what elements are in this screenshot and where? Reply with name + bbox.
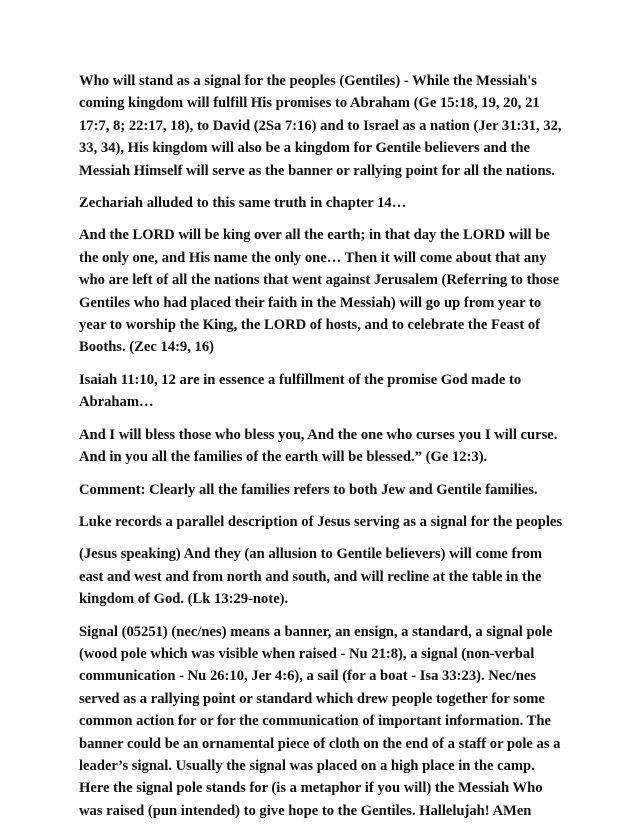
text-line: Booths. (Zec 14:9, 16) [79, 339, 214, 356]
text-line: Here the signal pole stands for (is a metaphor if you will) the Messiah Who [79, 780, 543, 797]
paragraph-signal-definition [79, 621, 575, 823]
paragraph-luke-intro [79, 511, 575, 533]
paragraph-genesis-quote [79, 424, 575, 469]
text-line: was raised (pun intended) to give hope to the Gentiles. Hallelujah! AMen [79, 802, 532, 819]
text-line: (Jesus speaking) And they (an allusion to Gentile believers) will come from [79, 546, 543, 563]
text-line: And the LORD will be king over all the earth; in that day the LORD will be [79, 227, 550, 244]
text-line: coming kingdom will fulfill His promises to Abraham (Ge 15:18, 19, 20, 21 [79, 95, 540, 112]
text-line: leader’s signal. Usually the signal was placed on a high place in the camp. [79, 757, 535, 774]
paragraph-zechariah-quote [79, 224, 575, 358]
text-line: And I will bless those who bless you, And the one who curses you I will curse. [79, 426, 558, 443]
text-line: kingdom of God. (Lk 13:29-note). [79, 591, 289, 608]
paragraph-zechariah-intro [79, 192, 575, 214]
text-line: 17:7, 8; 22:17, 18), to David (2Sa 7:16) and to Israel as a nation (Jer 31:31, 32, [79, 117, 562, 134]
text-line: Zechariah alluded to this same truth in chapter 14… [79, 195, 407, 212]
paragraph-luke-quote [79, 543, 575, 610]
paragraph-comment [79, 479, 575, 501]
text-line: 33, 34), His kingdom will also be a kingdom for Gentile believers and the [79, 140, 530, 157]
paragraph-signal-for-peoples [79, 70, 575, 182]
text-line: Who will stand as a signal for the peoples (Gentiles) - While the Messiah's [79, 73, 537, 89]
text-line: common action for or for the communication of important information. The [79, 713, 551, 730]
document-body [79, 70, 575, 832]
text-line: who are left of all the nations that went against Jerusalem (Referring to those [79, 272, 560, 289]
text-line: Luke records a parallel description of Jesus serving as a signal for the peoples [79, 513, 563, 530]
text-line: the only one, and His name the only one… Then it will come about that any [79, 249, 547, 266]
text-line: And in you all the families of the earth will be blessed.” (Ge 12:3). [79, 449, 488, 466]
text-line: served as a rallying point or standard which drew people together for some [79, 690, 545, 707]
text-line: communication - Nu 26:10, Jer 4:6), a sail (for a boat - Isa 33:23). Nec/nes [79, 668, 537, 685]
text-line: (wood pole which was visible when raised - Nu 21:8), a signal (non-verbal [79, 645, 535, 662]
text-line: east and west and from north and south, and will recline at the table in the [79, 568, 542, 585]
text-line: Isaiah 11:10, 12 are in essence a fulfillment of the promise God made to [79, 371, 522, 388]
text-line: Messiah Himself will serve as the banner or rallying point for all the nations. [79, 162, 555, 179]
text-line: Gentiles who had placed their faith in the Messiah) will go up from year to [79, 294, 542, 311]
text-line: banner could be an ornamental piece of cloth on the end of a staff or pole as a [79, 735, 561, 752]
text-line: year to worship the King, the LORD of hosts, and to celebrate the Feast of [79, 317, 541, 334]
text-line: Abraham… [79, 394, 154, 411]
paragraph-isaiah-fulfillment [79, 369, 575, 414]
text-line: Comment: Clearly all the families refers to both Jew and Gentile families. [79, 481, 538, 498]
text-line: Signal (05251) (nec/nes) means a banner, an ensign, a standard, a signal pole [79, 623, 553, 640]
